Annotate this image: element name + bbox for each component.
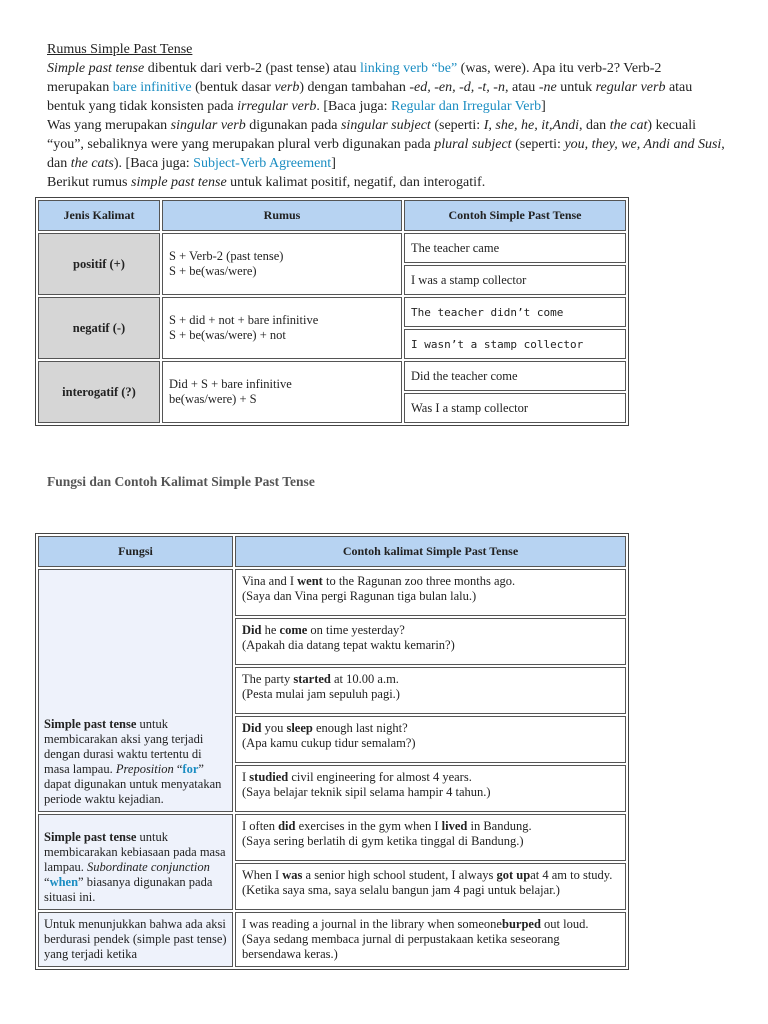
example-cell: I wasn’t a stamp collector <box>404 329 626 359</box>
intro-paragraph-3: Berikut rumus simple past tense untuk kalimat positif, negatif, dan interogatif. <box>47 175 486 190</box>
table-row <box>38 297 626 327</box>
example-cell: Did the teacher come <box>404 361 626 391</box>
example-sentence: When I was a senior high school student, I always got upat 4 am to study. (Ketika saya sma, saya selalu bangun jam 4 pagi untuk belajar.) <box>235 863 626 910</box>
header-contoh-kalimat: Contoh kalimat Simple Past Tense <box>235 536 626 567</box>
example-sentence: Vina and I went to the Ragunan zoo three months ago. (Saya dan Vina pergi Ragunan tiga bulan lalu.) <box>235 569 626 616</box>
table-header-row <box>38 200 626 231</box>
intro-section <box>47 40 727 192</box>
function-table <box>35 533 629 970</box>
header-rumus: Rumus <box>162 200 402 231</box>
header-fungsi: Fungsi <box>38 536 233 567</box>
subject-verb-agreement-link[interactable]: Subject-Verb Agreement <box>193 156 332 171</box>
header-contoh: Contoh Simple Past Tense <box>404 200 626 231</box>
example-sentence: I studied civil engineering for almost 4 years. (Saya belajar teknik sipil selama hampir 4 tahun.) <box>235 765 626 812</box>
example-sentence: I often did exercises in the gym when I lived in Bandung. (Saya sering berlatih di gym ketika tinggal di Bandung.) <box>235 814 626 861</box>
example-sentence: I was reading a journal in the library when someoneburped out loud. (Saya sedang membaca jurnal di perpustakaan ketika seseorang bersendawa keras.) <box>235 912 626 967</box>
sentence-type: positif (+) <box>38 233 160 295</box>
example-sentence: Did you sleep enough last night? (Apa kamu cukup tidur semalam?) <box>235 716 626 763</box>
function-description: Untuk menunjukkan bahwa ada aksi berdurasi pendek (simple past tense) yang terjadi ketika <box>38 912 233 967</box>
formula-table <box>35 197 629 426</box>
section-title: Fungsi dan Contoh Kalimat Simple Past Tense <box>47 474 315 489</box>
intro-paragraph-2: Was yang merupakan singular verb digunakan pada singular subject (seperti: I, she, he, it,Andi, dan the cat) kecuali “you”, sebaliknya were yang merupakan plural verb digunakan pada plural subject (seperti: you, they, we, Andi and Susi, dan the cats). [Baca juga: Subject-Verb Agreement] <box>47 118 725 171</box>
bare-infinitive-link[interactable]: bare infinitive <box>112 80 192 95</box>
example-cell: The teacher came <box>404 233 626 263</box>
table-row <box>38 814 626 861</box>
formula-cell: S + Verb-2 (past tense) S + be(was/were) <box>162 233 402 295</box>
sentence-type: negatif (-) <box>38 297 160 359</box>
function-description: Simple past tense untuk membicarakan kebiasaan pada masa lampau. Subordinate conjunction “when” biasanya digunakan pada situasi ini. <box>38 814 233 910</box>
table-row <box>38 233 626 263</box>
example-sentence: Did he come on time yesterday? (Apakah dia datang tepat waktu kemarin?) <box>235 618 626 665</box>
example-cell: I was a stamp collector <box>404 265 626 295</box>
example-cell: Was I a stamp collector <box>404 393 626 423</box>
sentence-type: interogatif (?) <box>38 361 160 423</box>
table-row <box>38 912 626 967</box>
example-cell: The teacher didn’t come <box>404 297 626 327</box>
table-row <box>38 569 626 616</box>
formula-cell: Did + S + bare infinitive be(was/were) + S <box>162 361 402 423</box>
function-description: Simple past tense untuk membicarakan aksi yang terjadi dengan durasi waktu tertentu di masa lampau. Preposition “for” dapat digunakan untuk menyatakan periode waktu kejadian. <box>38 569 233 812</box>
formula-cell: S + did + not + bare infinitive S + be(was/were) + not <box>162 297 402 359</box>
table-row <box>38 361 626 391</box>
intro-paragraph-1: Simple past tense dibentuk dari verb-2 (past tense) atau linking verb “be” (was, were). Apa itu verb-2? Verb-2 merupakan bare infinitive (bentuk dasar verb) dengan tambahan -ed, -en, -d, -t, -n, atau -ne untuk regular verb atau bentuk yang tidak konsisten pada irregular verb. [Baca juga: Regular dan Irregular Verb] <box>47 61 693 114</box>
regular-irregular-verb-link[interactable]: Regular dan Irregular Verb <box>390 99 542 114</box>
table-header-row <box>38 536 626 567</box>
header-jenis-kalimat: Jenis Kalimat <box>38 200 160 231</box>
linking-verb-link[interactable]: linking verb “be” <box>359 61 458 76</box>
page-title: Rumus Simple Past Tense <box>47 42 193 57</box>
example-sentence: The party started at 10.00 a.m. (Pesta mulai jam sepuluh pagi.) <box>235 667 626 714</box>
